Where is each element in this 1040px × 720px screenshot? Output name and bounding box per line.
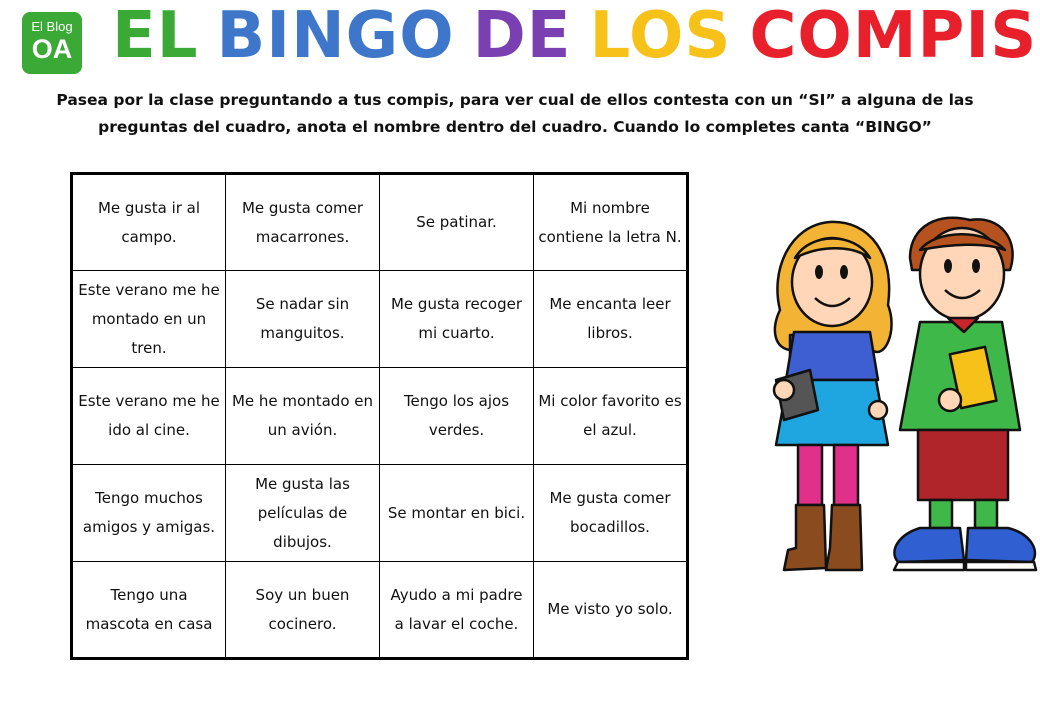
boy-figure [894, 218, 1036, 570]
bingo-cell[interactable]: Soy un buen cocinero. [226, 562, 380, 659]
bingo-cell[interactable]: Tengo muchos amigos y amigas. [72, 465, 226, 562]
bingo-row [72, 174, 688, 271]
bingo-row [72, 465, 688, 562]
kids-illustration [770, 210, 1040, 590]
bingo-cell[interactable]: Mi nombre contiene la letra N. [534, 174, 688, 271]
bingo-cell[interactable]: Mi color favorito es el azul. [534, 368, 688, 465]
bingo-cell[interactable]: Me he montado en un avión. [226, 368, 380, 465]
bingo-row [72, 271, 688, 368]
bingo-row [72, 562, 688, 659]
bingo-cell[interactable]: Tengo una mascota en casa [72, 562, 226, 659]
title-word-el: EL [112, 0, 199, 73]
bingo-cell[interactable]: Me gusta ir al campo. [72, 174, 226, 271]
bingo-cell[interactable]: Me gusta comer bocadillos. [534, 465, 688, 562]
title-word-bingo: BINGO [216, 0, 455, 73]
bingo-cell[interactable]: Me visto yo solo. [534, 562, 688, 659]
logo-line-2: OA [31, 34, 73, 64]
bingo-row [72, 368, 688, 465]
bingo-cell[interactable]: Tengo los ajos verdes. [380, 368, 534, 465]
bingo-cell[interactable]: Me gusta comer macarrones. [226, 174, 380, 271]
title-word-los: LOS [589, 0, 732, 73]
bingo-cell[interactable]: Este verano me he montado en un tren. [72, 271, 226, 368]
title-word-de: DE [472, 0, 572, 73]
logo-line-1: El Blog [31, 19, 73, 34]
bingo-cell[interactable]: Este verano me he ido al cine. [72, 368, 226, 465]
bingo-cell[interactable]: Me encanta leer libros. [534, 271, 688, 368]
bingo-cell[interactable]: Se patinar. [380, 174, 534, 271]
bingo-cell[interactable]: Se nadar sin manguitos. [226, 271, 380, 368]
bingo-cell[interactable]: Ayudo a mi padre a lavar el coche. [380, 562, 534, 659]
instructions: Pasea por la clase preguntando a tus compis, para ver cual de ellos contesta con un “SI” a alguna de las preguntas del cuadro, anota el nombre dentro del cuadro. Cuando lo completes canta “BINGO” [56, 91, 974, 136]
title-word-compis: COMPIS [749, 0, 1038, 73]
blog-logo [22, 12, 82, 74]
girl-figure [774, 222, 892, 570]
bingo-grid [70, 172, 689, 660]
bingo-cell[interactable]: Se montar en bici. [380, 465, 534, 562]
bingo-cell[interactable]: Me gusta recoger mi cuarto. [380, 271, 534, 368]
bingo-cell[interactable]: Me gusta las películas de dibujos. [226, 465, 380, 562]
page-title [112, 0, 1038, 78]
